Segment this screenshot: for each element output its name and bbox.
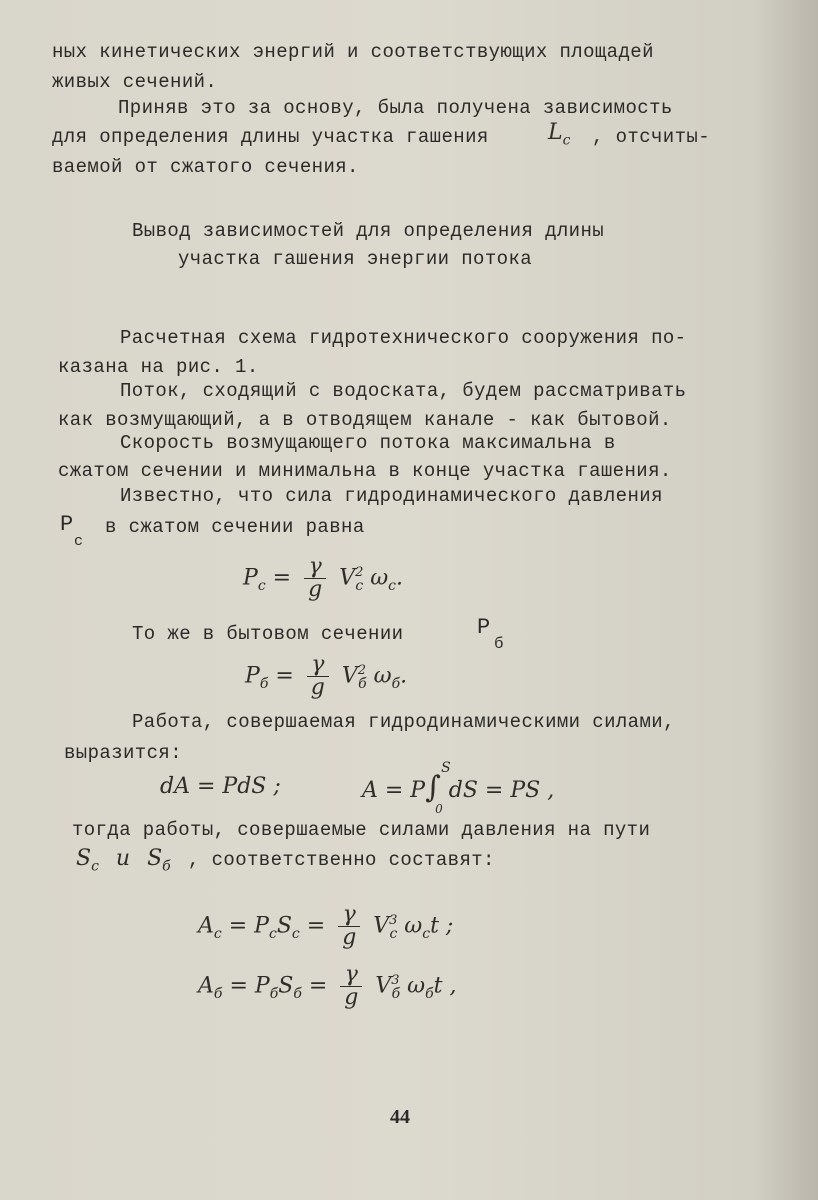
fraction: $\frac{\gamma}{g}$ xyxy=(304,556,326,601)
text-line: , отсчиты- xyxy=(592,126,711,148)
text-line: То же в бытовом сечении xyxy=(132,623,404,645)
fraction: $\frac{\gamma}{g}$ xyxy=(307,654,329,699)
text-line: живых сечений. xyxy=(52,71,218,93)
text-line: Поток, сходящий с водоската, будем рассматривать xyxy=(120,380,687,402)
text-line: ных кинетических энергий и соответствующих площадей xyxy=(52,41,654,63)
text-line: Расчетная схема гидротехнического сооружения по- xyxy=(120,327,687,349)
formula-pressure-c: $P_c$ = $\frac{\gamma}{g}$ $V^2_c$ $\omega_c$. xyxy=(243,554,403,602)
formula-dA: dA = PdS ; xyxy=(160,774,281,799)
formula-work-b: $A_б = P_бS_б$ = $\frac{\gamma}{g}$ $V^3_б$ $\omega_бt$ , xyxy=(198,962,457,1010)
page-number: 44 xyxy=(390,1106,410,1128)
fraction: $\frac{\gamma}{g}$ xyxy=(340,964,362,1009)
formula-work-c: $A_c = P_cS_c$ = $\frac{\gamma}{g}$ $V^3_c$ $\omega_ct$ ; xyxy=(198,902,454,950)
text-line: сжатом сечении и минимальна в конце участка гашения. xyxy=(58,460,672,482)
symbol-P: P xyxy=(60,512,74,537)
text-line: Известно, что сила гидродинамического давления xyxy=(120,485,663,507)
formula-S-pair: $S_c$ и $S_б$ xyxy=(76,846,171,875)
text-line: Скорость возмущающего потока максимальна в xyxy=(120,432,616,454)
symbol-subscript: б xyxy=(494,635,505,653)
section-heading: Вывод зависимостей для определения длины xyxy=(132,220,605,242)
text-line: казана на рис. 1. xyxy=(58,356,259,378)
section-heading: участка гашения энергии потока xyxy=(178,248,533,270)
text-line: для определения длины участка гашения xyxy=(52,126,489,148)
text-line: , соответственно составят: xyxy=(188,849,495,871)
formula-pressure-b: $P_б$ = $\frac{\gamma}{g}$ $V^2_б$ $\omega_б$. xyxy=(245,652,408,700)
fraction: $\frac{\gamma}{g}$ xyxy=(338,904,360,949)
text-line: тогда работы, совершаемые силами давления на пути xyxy=(72,819,651,841)
text-line: как возмущающий, а в отводящем канале - как бытовой. xyxy=(58,409,672,431)
text-line: Работа, совершаемая гидродинамическими силами, xyxy=(132,711,675,733)
symbol-subscript: c xyxy=(74,533,84,550)
text-line: выразится: xyxy=(64,742,183,764)
formula-Lc: $L_c$ xyxy=(548,120,571,149)
text-line: Приняв это за основу, была получена зависимость xyxy=(118,97,673,119)
symbol-P: P xyxy=(477,615,491,640)
text-line: ваемой от сжатого сечения. xyxy=(52,156,359,178)
formula-integral: A = P∫ S 0 dS = PS , xyxy=(362,760,555,816)
text-line: в сжатом сечении равна xyxy=(105,516,365,538)
